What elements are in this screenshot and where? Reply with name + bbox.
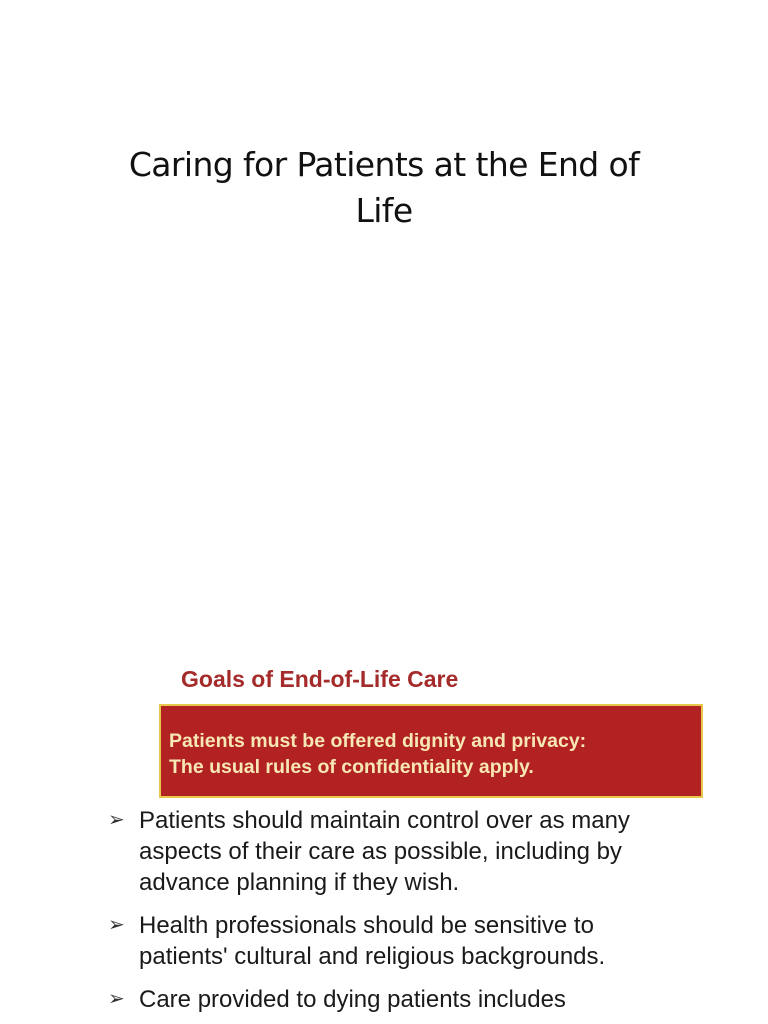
- arrow-bullet-icon: ➢: [108, 809, 125, 831]
- bullet-line: Care provided to dying patients includes: [139, 986, 566, 1013]
- highlight-box: [159, 704, 703, 798]
- bullet-item: [108, 805, 708, 898]
- slide-title-line-2: Life: [355, 191, 413, 230]
- bullet-line: patients' cultural and religious backgrounds.: [139, 943, 606, 970]
- slide-title-line-1: Caring for Patients at the End of: [128, 145, 640, 184]
- section-heading: Goals of End-of-Life Care: [181, 666, 459, 692]
- bullet-item: [108, 910, 708, 972]
- highlight-line-2: The usual rules of confidentiality apply.: [169, 756, 534, 778]
- arrow-bullet-icon: ➢: [108, 988, 125, 1010]
- bullet-line: advance planning if they wish.: [139, 869, 460, 896]
- bullet-list: [108, 805, 708, 1024]
- slide-title: [90, 142, 678, 234]
- bullet-line: aspects of their care as possible, including by: [139, 838, 622, 865]
- arrow-bullet-icon: ➢: [108, 914, 125, 936]
- highlight-line-1: Patients must be offered dignity and privacy:: [169, 730, 587, 752]
- content-slide: [0, 600, 768, 1024]
- bullet-item: [108, 984, 708, 1015]
- bullet-line: Health professionals should be sensitive to: [139, 912, 594, 939]
- bullet-line: Patients should maintain control over as many: [139, 807, 630, 834]
